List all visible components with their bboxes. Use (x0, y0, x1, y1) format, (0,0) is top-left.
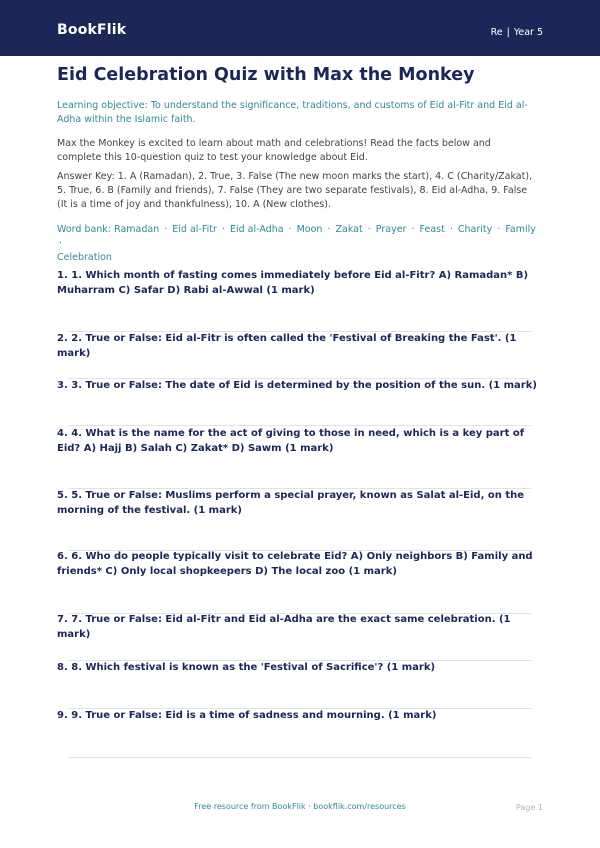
page-number: Page 1 (516, 803, 543, 812)
question-2: 2. 2. True or False: Eid al-Fitr is often called the 'Festival of Breaking the Fast'. (1 mark) (57, 333, 517, 359)
word-bank-item: Eid al-Adha (229, 224, 284, 235)
question-5: 5. 5. True or False: Muslims perform a special prayer, known as Salat al-Eid, on the morning of the festival. (1 mark) (57, 490, 525, 516)
answer-key: Answer Key: 1. A (Ramadan), 2. True, 3. False (The new moon marks the start), 4. C (Charity/Zakat), 5. True, 6. B (Family and friends), 7. False (They are two separate festivals), 8. Eid al-Adha, 9. False (It is a time of joy and thankfulness), 10. A (New clothes). (57, 171, 533, 210)
word-bank-item: Moon (296, 224, 323, 235)
question-1: 1. 1. Which month of fasting comes immediately before Eid al-Fitr? A) Ramadan* B) Muharram C) Safar D) Rabi al-Awwal (1 mark) (57, 270, 529, 296)
subject-year-label (491, 27, 543, 38)
header-separator: | (506, 27, 510, 38)
page-header (0, 0, 600, 56)
year-label: Year 5 (513, 27, 543, 38)
question-4: 4. 4. What is the name for the act of giving to those in need, which is a key part of Eid? A) Hajj B) Salah C) Zakat* D) Sawm (1 mark) (57, 428, 525, 454)
word-bank-item: Eid al-Fitr (172, 224, 217, 235)
word-bank-label: Word bank: (57, 224, 115, 235)
word-bank-item: Ramadan (114, 224, 160, 235)
word-bank-item: Charity (457, 224, 493, 235)
footer-resource-link[interactable]: Free resource from BookFlik · bookflik.com/resources (194, 802, 406, 811)
word-bank-item: Family (505, 224, 536, 235)
word-bank-item: Zakat (335, 224, 363, 235)
brand-logo-text[interactable]: BookFlik (57, 22, 127, 38)
question-7: 7. 7. True or False: Eid al-Fitr and Eid al-Adha are the exact same celebration. (1 mark) (57, 614, 511, 640)
question-3: 3. 3. True or False: The date of Eid is determined by the position of the sun. (1 mark) (57, 380, 537, 391)
question-9: 9. 9. True or False: Eid is a time of sadness and mourning. (1 mark) (57, 710, 437, 721)
answer-line-9[interactable] (68, 757, 531, 758)
word-bank-item: Prayer (375, 224, 407, 235)
word-bank-item: Celebration (57, 252, 112, 263)
question-6: 6. 6. Who do people typically visit to celebrate Eid? A) Only neighbors B) Family and friends* C) Only local shopkeepers D) The local zoo (1 mark) (57, 551, 533, 577)
question-8: 8. 8. Which festival is known as the 'Festival of Sacrifice'? (1 mark) (57, 662, 436, 673)
intro-paragraph: Max the Monkey is excited to learn about math and celebrations! Read the facts below and complete this 10-question quiz to test your knowledge about Eid. (57, 138, 491, 163)
learning-objective: Learning objective: To understand the significance, traditions, and customs of Eid al-Fitr and Eid al-Adha within the Islamic faith. (57, 100, 528, 125)
subject-label: Re (490, 27, 503, 38)
word-bank: Word bank: Ramadan · Eid al-Fitr · Eid al-Adha · Moon · Zakat · Prayer · Feast · Charity · Family · Celebration (57, 224, 536, 263)
word-bank-item: Feast (419, 224, 445, 235)
page-title: Eid Celebration Quiz with Max the Monkey (57, 65, 475, 85)
